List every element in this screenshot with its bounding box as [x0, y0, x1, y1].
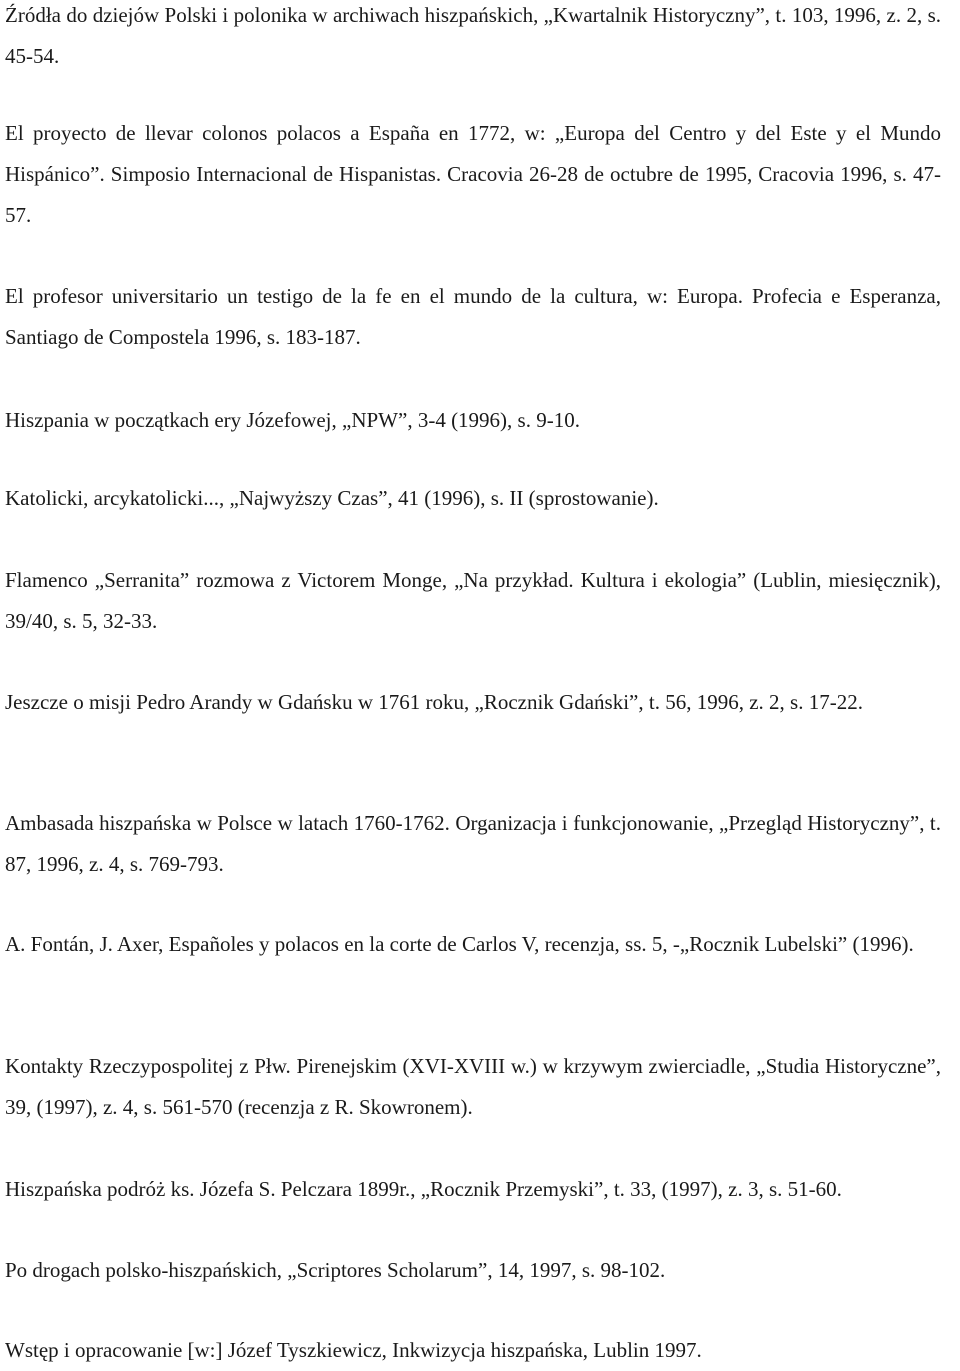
bibliography-entry-8: Ambasada hiszpańska w Polsce w latach 1760-1762. Organizacja i funkcjonowanie, „Przegląd Historyczny”, t. 87, 1996, z. 4, s. 769-793.	[5, 811, 941, 876]
bibliography-entry-4: Hiszpania w początkach ery Józefowej, „NPW”, 3-4 (1996), s. 9-10.	[5, 408, 580, 432]
bibliography-entry-6: Flamenco „Serranita” rozmowa z Victorem Monge, „Na przykład. Kultura i ekologia” (Lublin, miesięcznik), 39/40, s. 5, 32-33.	[5, 568, 941, 633]
bibliography-entry-3: El profesor universitario un testigo de la fe en el mundo de la cultura, w: Europa. Profecia e Esperanza, Santiago de Compostela 1996, s. 183-187.	[5, 284, 941, 349]
bibliography-entry-10: Kontakty Rzeczypospolitej z Płw. Pirenejskim (XVI-XVIII w.) w krzywym zwierciadle, „Studia Historyczne”, 39, (1997), z. 4, s. 561-570 (recenzja z R. Skowronem).	[5, 1054, 941, 1119]
bibliography-entry-9: A. Fontán, J. Axer, Españoles y polacos en la corte de Carlos V, recenzja, ss. 5, -„Rocznik Lubelski” (1996).	[5, 932, 914, 956]
bibliography-entry-1: Źródła do dziejów Polski i polonika w archiwach hiszpańskich, „Kwartalnik Historyczny”, t. 103, 1996, z. 2, s. 45-54.	[5, 3, 941, 68]
bibliography-entry-7: Jeszcze o misji Pedro Arandy w Gdańsku w 1761 roku, „Rocznik Gdański”, t. 56, 1996, z. 2, s. 17-22.	[5, 690, 863, 714]
bibliography-entry-13: Wstęp i opracowanie [w:] Józef Tyszkiewicz, Inkwizycja hiszpańska, Lublin 1997.	[5, 1338, 702, 1362]
bibliography-entry-2: El proyecto de llevar colonos polacos a España en 1772, w: „Europa del Centro y del Este y el Mundo Hispánico”. Simposio Internacional de Hispanistas. Cracovia 26-28 de octubre de 1995, Cracovia 1996, s. 47-57.	[5, 121, 941, 227]
bibliography-entry-12: Po drogach polsko-hiszpańskich, „Scriptores Scholarum”, 14, 1997, s. 98-102.	[5, 1258, 666, 1282]
bibliography-entry-5: Katolicki, arcykatolicki..., „Najwyższy Czas”, 41 (1996), s. II (sprostowanie).	[5, 486, 659, 510]
bibliography-entry-11: Hiszpańska podróż ks. Józefa S. Pelczara 1899r., „Rocznik Przemyski”, t. 33, (1997), z. 3, s. 51-60.	[5, 1177, 842, 1201]
